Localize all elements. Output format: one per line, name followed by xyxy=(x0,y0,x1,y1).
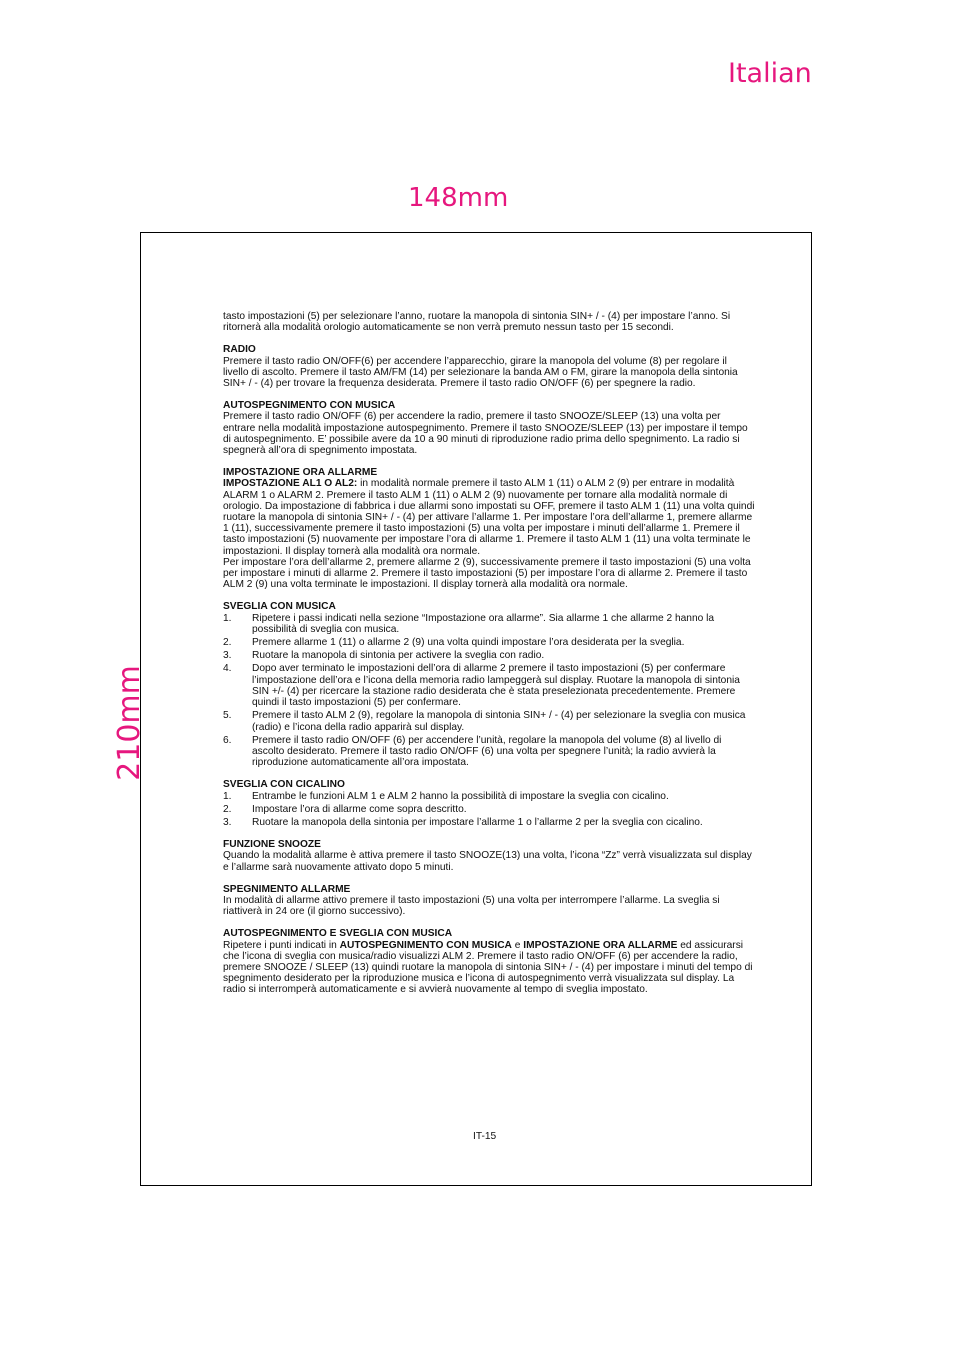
section-text: In modalità di allarme attivo premere il tasto impostazioni (5) una volta per interrompere l’allarme. La sveglia si riattiverà in 24 ore (il giorno successivo). xyxy=(223,894,720,918)
list-item xyxy=(223,791,755,802)
list-number: 1. xyxy=(223,790,232,802)
section-alarm-off xyxy=(223,884,755,918)
list-text: Dopo aver terminato le impostazioni dell’ora di allarme 2 premere il tasto impostazioni (5) per confermare l’impostazione dell’ora e l’icona della memoria radio lampeggerà sul display. Ruotare la manopola di sintonia SIN +/- (4) per ricercare la stazione radio desiderata che è stata preselezionata precedentemente. Premere quindi il tasto impostazioni (5) per confermare. xyxy=(252,663,740,709)
section-title: FUNZIONE SNOOZE xyxy=(223,839,321,851)
list-number: 6. xyxy=(223,734,232,746)
section-title: AUTOSPEGNIMENTO E SVEGLIA CON MUSICA xyxy=(223,928,453,940)
list-item xyxy=(223,817,755,828)
section-text-part: in modalità normale premere il tasto ALM 1 (11) o ALM 2 (9) per entrare in modalità ALARM 1 o ALARM 2. Premere il tasto ALM 1 (11) o ALM 2 (9) nuovamente per tornare alla modalità normale di orologio. Da impostazione di fabbrica i due allarmi sono impostati su OFF, premere il tasto ALM 1 (11) una volta quindi ruotare la manopola di sintonia SIN+ / - (4) per attivare l’allarme 1. Per impostare l’ora dell’allarme 1, premere allarme 1 (11), successivamente premere il tasto impostazioni (5) una volta per impostare i minuti dell’allarme 1. Premere il tasto impostazioni (5) nuovamente per impostare l’ora di allarme 1. Premere il tasto ALM 1 (11) una volta terminate le impostazioni. Il display tornerà alla modalità ora normale. xyxy=(223,478,755,557)
list-text: Premere allarme 1 (11) o allarme 2 (9) una volta quindi impostare l’ora desiderata per la sveglia. xyxy=(252,637,685,649)
section-title: RADIO xyxy=(223,344,256,356)
text-part: e xyxy=(511,939,524,951)
list-number: 5. xyxy=(223,710,232,722)
numbered-list xyxy=(223,791,755,829)
list-item xyxy=(223,710,755,732)
list-text: Ruotare la manopola della sintonia per impostare l’allarme 1 o l’allarme 2 per la sveglia con cicalino. xyxy=(252,816,703,828)
page-width-label: 148mm xyxy=(408,183,509,213)
section-wake-music xyxy=(223,601,755,768)
page-height-label: 210mm xyxy=(112,665,147,781)
section-text: Quando la modalità allarme è attiva premere il tasto SNOOZE(13) una volta, l’icona “Zz” verrà visualizzata sul display e l’allarme sarà nuovamente attivato dopo 5 minuti. xyxy=(223,850,752,873)
text-part: Ripetere i punti indicati in xyxy=(223,939,340,951)
section-text xyxy=(223,940,755,996)
page-number: IT-15 xyxy=(473,1131,497,1142)
list-text: Premere il tasto ALM 2 (9), regolare la manopola di sintonia SIN+ / - (4) per selezionare la sveglia con musica (radio) e l’icona della radio apparirà sul display. xyxy=(252,710,746,733)
language-label: Italian xyxy=(728,58,812,89)
list-number: 3. xyxy=(223,650,232,662)
section-title: IMPOSTAZIONE ORA ALLARME xyxy=(223,467,378,479)
list-number: 4. xyxy=(223,663,232,675)
section-title: AUTOSPEGNIMENTO CON MUSICA xyxy=(223,400,396,412)
list-number: 1. xyxy=(223,612,232,624)
section-subtitle: IMPOSTAZIONE AL1 O AL2: xyxy=(223,478,358,490)
bold-reference: IMPOSTAZIONE ORA ALLARME xyxy=(523,939,678,951)
numbered-list xyxy=(223,613,755,769)
section-text: Premere il tasto radio ON/OFF(6) per accendere l’apparecchio, girare la manopola del volume (8) per regolare il livello di ascolto. Premere il tasto AM/FM (14) per selezionare la banda AM o FM, girare la manopola della sintonia SIN+ / - (4) per trovare la frequenza desiderata. Premere il tasto radio ON/OFF (6) per spegnere la radio. xyxy=(223,355,738,390)
list-number: 3. xyxy=(223,816,232,828)
text-part: ed assicurarsi che l’icona di sveglia con musica/radio visualizzi ALM 2. Premere il tasto radio ON/OFF (6) per accendere la radio, premere SNOOZE / SLEEP (13) quindi ruotare la manopola di sintonia SIN+ / - (4) per impostare i minuti del tempo di spegnimento desiderato per la riproduzione musica e l’icona di autospegnimento verrà visualizzata sul display. La radio si interromperà automaticamente e si avvierà nuovamente al tempo di sveglia impostato. xyxy=(223,939,753,996)
list-text: Ripetere i passi indicati nella sezione “Impostazione ora allarme”. Sia allarme 1 che allarme 2 hanno la possibilità di sveglia con musica. xyxy=(252,612,715,635)
list-number: 2. xyxy=(223,803,232,815)
section-text xyxy=(223,478,755,556)
section-radio xyxy=(223,344,755,389)
list-text: Impostare l’ora di allarme come sopra descritto. xyxy=(252,803,467,815)
list-item xyxy=(223,735,755,769)
section-alarm-time xyxy=(223,467,755,590)
section-sleep-music xyxy=(223,400,755,456)
manual-content xyxy=(223,311,755,996)
section-title: SPEGNIMENTO ALLARME xyxy=(223,883,351,895)
list-item xyxy=(223,650,755,661)
list-item xyxy=(223,663,755,708)
list-number: 2. xyxy=(223,637,232,649)
section-text: Premere il tasto radio ON/OFF (6) per accendere la radio, premere il tasto SNOOZE/SLEEP (13) una volta per entrare nella modalità impostazione autospegnimento. Premere il tasto SNOOZE/SLEEP (13) per impostare il tempo di autospegnimento. E’ possibile avere da 10 a 90 minuti di riproduzione radio prima dello spegnimento. La radio si spegnerà all’ora di spegnimento impostata. xyxy=(223,411,748,457)
list-text: Ruotare la manopola di sintonia per activere la sveglia con radio. xyxy=(252,650,545,662)
list-text: Premere il tasto radio ON/OFF (6) per accendere l’unità, regolare la manopola del volume (8) al livello di ascolto desiderato. Premere il tasto radio ON/OFF (6) una volta per spegnere l’unità; la radio avvierà la riproduzione automaticamente all’ora impostata. xyxy=(252,734,722,769)
intro-paragraph: tasto impostazioni (5) per selezionare l’anno, ruotare la manopola di sintonia SIN+ / - (4) per impostare l’anno. Si ritornerà alla modalità orologio automaticamente se non verrà premuto nessun tasto per 15 secondi. xyxy=(223,311,731,334)
section-text: Per impostare l’ora dell’allarme 2, premere allarme 2 (9), successivamente premere il tasto impostazioni (5) una volta per impostare i minuti di allarme 2. Premere il tasto impostazioni (5) per impostare l’ora di allarme 2. Premere il tasto ALM 2 (9) una volta terminate le impostazioni. Il display tornerà alla modalità ora normale. xyxy=(223,556,751,591)
bold-reference: AUTOSPEGNIMENTO CON MUSICA xyxy=(339,939,512,951)
section-title: SVEGLIA CON CICALINO xyxy=(223,779,345,791)
list-item xyxy=(223,637,755,648)
list-text: Entrambe le funzioni ALM 1 e ALM 2 hanno la possibilità di impostare la sveglia con cicalino. xyxy=(252,790,669,802)
list-item xyxy=(223,804,755,815)
section-title: SVEGLIA CON MUSICA xyxy=(223,601,336,613)
section-snooze xyxy=(223,839,755,873)
section-wake-buzzer xyxy=(223,779,755,828)
section-sleep-wake xyxy=(223,928,755,995)
list-item xyxy=(223,613,755,635)
